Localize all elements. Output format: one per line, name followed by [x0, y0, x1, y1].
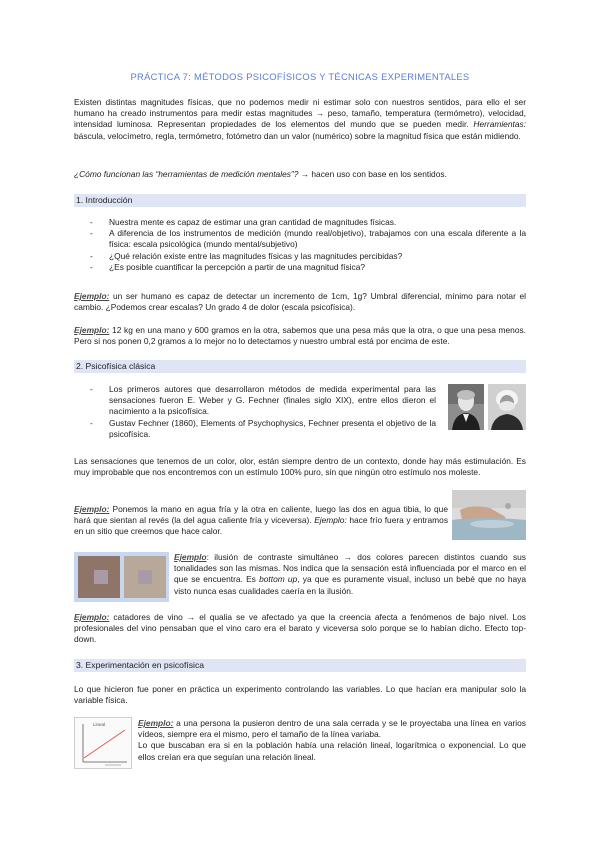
example-paragraph — [74, 291, 526, 313]
linear-relation-chart — [74, 717, 132, 769]
section1-bullet-list — [74, 217, 526, 273]
list-item: - ¿Es posible cuantificar la percepción a partir de una magnitud física? — [74, 262, 526, 273]
section-heading-introduccion: 1. Introducción — [74, 194, 526, 207]
example-label: Ejemplo: — [74, 325, 110, 335]
page-title: PRÁCTICA 7: MÉTODOS PSICOFÍSICOS Y TÉCNICAS EXPERIMENTALES — [130, 71, 470, 82]
list-item: - A diferencia de los instrumentos de medición (mundo real/objetivo), trabajamos con una escala diferente a la física: escala psicológica (mundo mental/subjetivo) — [74, 228, 526, 250]
example-text: hace frío fuera y entramos en un sitio que creemos que hace calor. — [74, 515, 449, 537]
experiment-paragraph: Lo que hicieron fue poner en práctica un experimento controlando las variables. Lo que hacían era manipular solo la variable física. — [74, 684, 526, 706]
example-label: Ejemplo — [174, 552, 207, 562]
list-item: - Los primeros autores que desarrollaron métodos de medida experimental para las sensaciones fueron E. Weber y G. Fechner (finales siglo XIX), entre ellos dieron el nacimiento a la psicofísica. — [74, 384, 436, 418]
example-text: 12 kg en una mano y 600 gramos en la otra, sabemos que una pesa más que la otra, o que una pesa menos. Pero si nos ponen 0,2 gramos a lo mejor no lo detectamos y nuestro umbral está por encima de este. — [74, 325, 526, 347]
hand-water-image — [452, 490, 526, 540]
intro-question — [74, 169, 526, 180]
weber-portrait — [448, 384, 484, 430]
example-paragraph — [74, 504, 448, 538]
list-item: - Nuestra mente es capaz de estimar una gran cantidad de magnitudes físicas. — [74, 217, 526, 228]
example-label: Ejemplo: — [74, 612, 110, 622]
chart-title: Lineal — [93, 722, 106, 727]
example-label: Ejemplo: — [74, 291, 110, 301]
list-item: - ¿Qué relación existe entre las magnitudes físicas y las magnitudes percibidas? — [74, 251, 526, 262]
fechner-portrait — [488, 384, 526, 430]
example-text: Ponemos la mano en agua fría y la otra en caliente, luego las dos en agua tibia, lo que hará que sientan al revés (la del agua caliente fría y viceversa). — [74, 504, 448, 526]
example-text: : ilusión de contraste simultáneo → dos colores parecen distintos cuando sus tonalidades son las mismas. Nos indica que la sensación está influenciada por el marco en el que se encuentra. Es — [174, 552, 526, 585]
example-label-inline: Ejemplo: — [314, 515, 347, 526]
example-label: Ejemplo: — [74, 504, 110, 514]
context-paragraph: Las sensaciones que tenemos de un color, olor, están siempre dentro de un contexto, donde hay más estimulación. Es muy improbable que nos encontremos con un estímulo 100% puro, sin que ningún otro estímulo nos moleste. — [74, 456, 526, 478]
example-paragraph — [74, 325, 526, 347]
example-paragraph — [138, 718, 526, 763]
example-text: a una persona la pusieron dentro de una sala cerrada y se le proyectaba una línea en varios vídeos, siempre era el mismo, pero el tamaño de la línea variaba. — [138, 718, 526, 740]
list-item: - Gustav Fechner (1860), Elements of Psychophysics, Fechner presenta el objetivo de la psicofísica. — [74, 418, 436, 440]
question-italic: ¿Cómo funcionan las “herramientas de medición mentales”? — [74, 169, 299, 179]
example-label: Ejemplo: — [138, 718, 174, 728]
example-text: un ser humano es capaz de detectar un incremento de 1cm, 1g? Umbral diferencial, mínimo para notar el cambio. ¿Podemos crear escalas? Un grado 4 de dolor (escala psicofísica). — [74, 291, 526, 313]
example-italic: bottom up — [259, 574, 298, 585]
conclusion-text: Lo que buscaban era si en la población había una relación lineal, logarítmica o exponencial. Lo que ellos creían era que seguían una relación lineal. — [138, 740, 526, 762]
contrast-illusion-image-1 — [74, 552, 169, 602]
example-paragraph — [174, 552, 526, 597]
tools-label: Herramientas: — [473, 119, 526, 130]
section2-bullet-list — [74, 384, 436, 440]
section-heading-psicofisica-clasica: 2. Psicofísica clásica — [74, 360, 526, 373]
example-text: , ya que es puramente visual, incluso un bebé que no haya visto nunca esas cualidades caería en la ilusión. — [174, 574, 526, 596]
example-paragraph — [74, 612, 526, 646]
intro-paragraph — [74, 97, 526, 142]
question-rest: → hacen uso con base en los sentidos. — [298, 169, 447, 179]
intro-text: Existen distintas magnitudes físicas, que no podemos medir ni estimar solo con nuestros sentidos, para ello el ser humano ha creado instrumentos para medir estas magnitudes → peso, tamaño, temperatura (termómetro), velocidad, intensidad luminosa. Representan propiedades de los elementos del mundo que se pueden medir. — [74, 97, 526, 130]
section-heading-experimentacion: 3. Experimentación en psicofísica — [74, 659, 526, 672]
example-text: catadores de vino → el qualia se ve afectado ya que la creencia afecta a fenómenos de bajo nivel. Los profesionales del vino pensaban que el vino caro era el barato y viceversa solo porque se lo habían dicho. Efecto top-down. — [74, 612, 526, 645]
tools-text: báscula, velocímetro, regla, termómetro, fotómetro dan un valor (numérico) sobre la magnitud física que están midiendo. — [74, 130, 521, 141]
